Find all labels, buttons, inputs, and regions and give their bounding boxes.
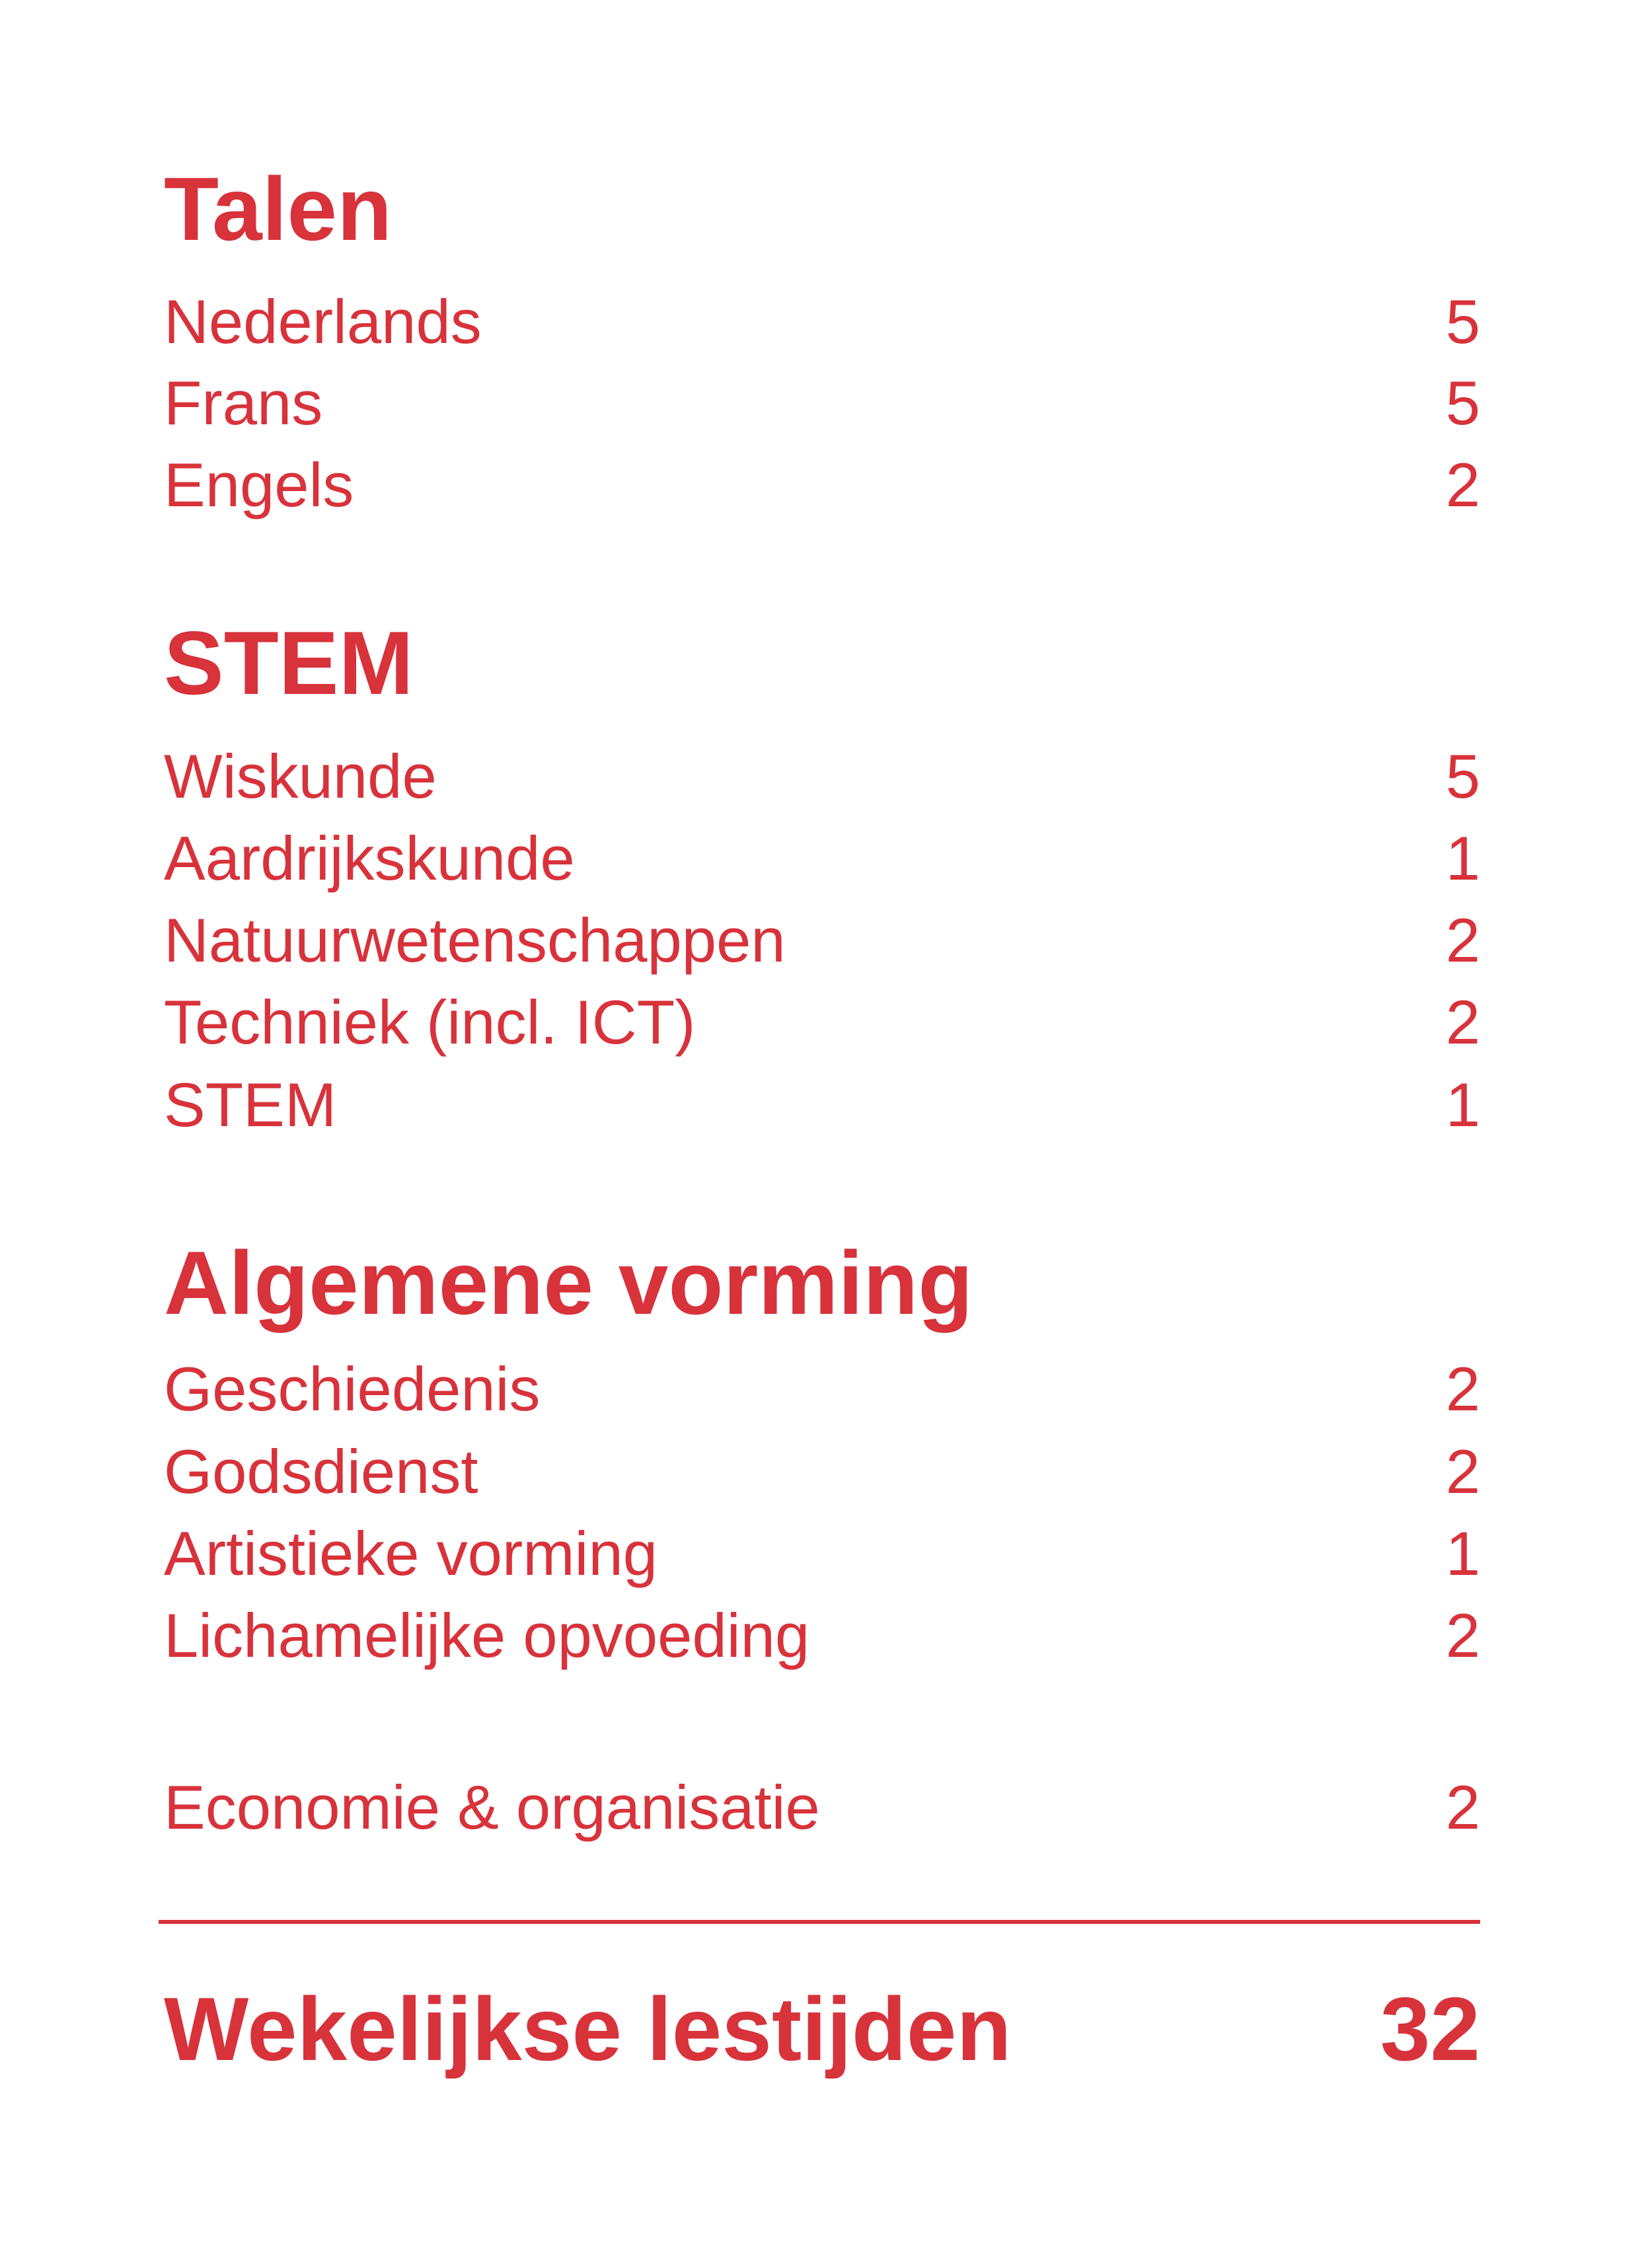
list-item: [164, 986, 1480, 1059]
subject-label: Wiskunde: [164, 742, 437, 811]
subject-hours: 2: [1445, 1354, 1480, 1424]
list-item: [164, 740, 1480, 813]
subject-hours: 2: [1445, 1601, 1480, 1670]
list-item: [164, 1435, 1480, 1508]
subject-label: Godsdienst: [164, 1437, 478, 1506]
subject-label: Engels: [164, 450, 354, 519]
section-title-talen: Talen: [164, 159, 393, 259]
list-item: [164, 822, 1480, 895]
list-item: [164, 286, 1480, 358]
subject-hours: 1: [1445, 823, 1480, 893]
total-hours: 32: [1380, 1979, 1480, 2079]
subject-hours: 2: [1445, 1773, 1480, 1842]
list-item: [164, 367, 1480, 439]
list-item: [164, 1069, 1480, 1141]
subject-hours: 2: [1445, 987, 1480, 1057]
list-item: [164, 1353, 1480, 1426]
subject-label: Artistieke vorming: [164, 1519, 657, 1588]
total-row: [164, 1976, 1480, 2082]
subject-hours: 5: [1445, 368, 1480, 438]
subject-hours: 2: [1445, 1437, 1480, 1506]
list-item: [164, 1599, 1480, 1672]
list-item: [164, 1517, 1480, 1590]
subject-label: Aardrijkskunde: [164, 823, 575, 893]
subject-label: Lichamelijke opvoeding: [164, 1601, 810, 1670]
total-divider: [159, 1920, 1480, 1924]
list-item-extra: [164, 1771, 1480, 1844]
section-title-stem: STEM: [164, 613, 414, 713]
subject-hours: 1: [1445, 1070, 1480, 1139]
subject-label: Economie & organisatie: [164, 1773, 820, 1842]
subject-label: Nederlands: [164, 287, 482, 356]
subject-hours: 5: [1445, 742, 1480, 811]
subject-label: STEM: [164, 1070, 337, 1139]
subject-label: Natuurwetenschappen: [164, 905, 786, 975]
total-label: Wekelijkse lestijden: [164, 1979, 1012, 2079]
subject-label: Frans: [164, 368, 323, 438]
subject-hours: 1: [1445, 1519, 1480, 1588]
subject-hours: 5: [1445, 287, 1480, 356]
subject-hours: 2: [1445, 905, 1480, 975]
subject-hours: 2: [1445, 450, 1480, 519]
list-item: [164, 904, 1480, 977]
list-item: [164, 449, 1480, 521]
subject-label: Techniek (incl. ICT): [164, 987, 696, 1057]
subject-label: Geschiedenis: [164, 1354, 541, 1424]
section-title-algemene-vorming: Algemene vorming: [164, 1233, 973, 1333]
